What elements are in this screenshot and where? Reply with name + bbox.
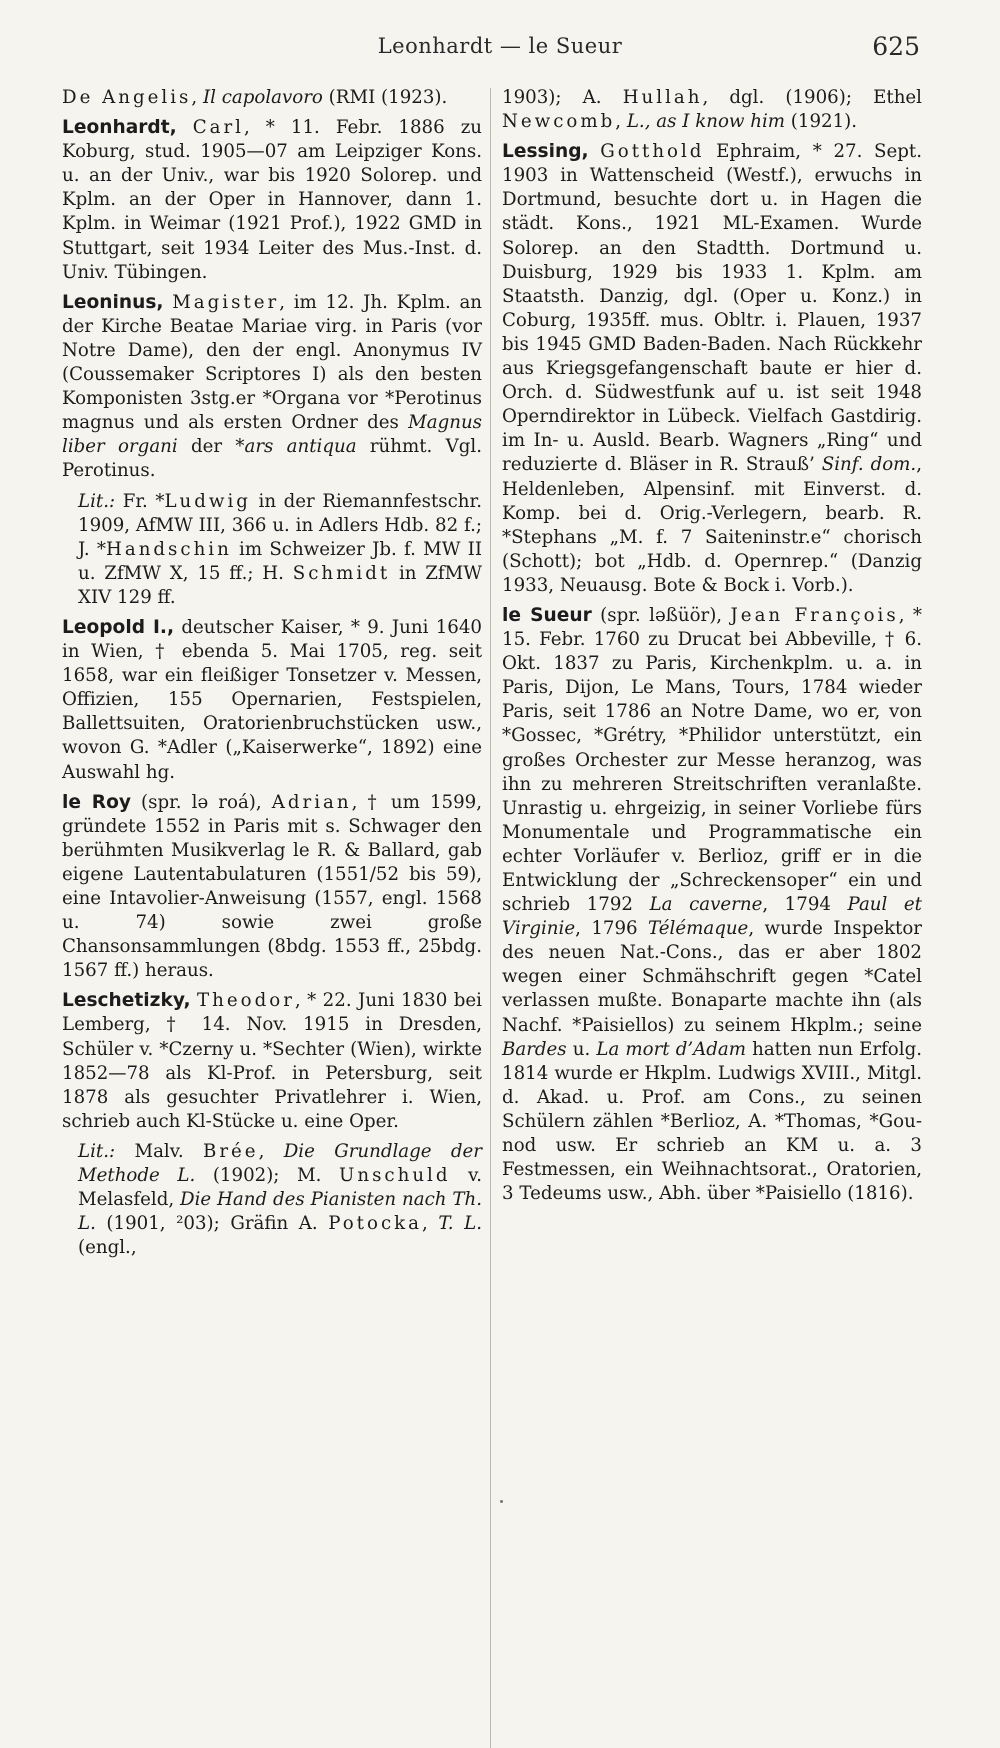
entry-text: v. Melasfeld, [78, 1165, 482, 1211]
entry-text: in der Riemannfestschr. 1909, AfMW III, 366 u. in Adlers Hdb. 82 f.; J. * [78, 490, 482, 560]
italic-title: Die Hand des Pianisten nach Th. L. [78, 1189, 482, 1235]
spaced-name: Gotthold [600, 141, 705, 163]
italic-title: La mort d’Adam [596, 1038, 746, 1060]
entry-text: , † um 1599, gründete 1552 in Paris mit s. Schwager den berühmten Musikverlag le R. & Ballard, gab eigene Lautentabulaturen (1551/52 bis 59), eine Intavolier-Anweisung (1557, engl. 1568 u. 74) sowie zwei große Chansonsammlungen (8bdg. 1553 ff., 25bdg. 1567 ff.) heraus. [62, 791, 483, 982]
italic-title: Télémaque [648, 918, 749, 940]
entry-text: (1901, ²03); Gräfin A. [95, 1213, 329, 1235]
left-column [62, 86, 482, 1266]
entry-text: 1903); A. [502, 87, 623, 108]
italic-title: Il capolavoro [202, 87, 323, 108]
literature-note [62, 1140, 482, 1260]
italic-title: Lit.: [78, 490, 116, 512]
entry-paragraph [62, 116, 482, 285]
entry-text: u. [566, 1038, 597, 1060]
italic-title: ars antiqua [244, 436, 357, 458]
entry-text: , [422, 1213, 439, 1235]
italic-title: T. L. [438, 1213, 482, 1235]
entry-text: , dgl. (1906); Ethel [702, 87, 922, 108]
page-number: 625 [872, 32, 920, 61]
spaced-name: Hullah [622, 87, 703, 108]
entry-text: , * 11. Febr. 1886 zu Koburg, stud. 1905—07 am Leipziger Kons. u. an der Univ., war bis 1920 Solorep. und Kplm. an der Oper in Hannover, dann 1. Kplm. in Weimar (1921 Prof.), 1922 GMD in Stuttgart, seit 1934 Leiter des Mus.-Inst. d. Univ. Tübingen. [62, 117, 482, 283]
entry-text: deutscher Kaiser, * 9. Juni 1640 in Wien, † ebenda 5. Mai 1705, reg. seit 1658, war ein fleißiger Tonsetzer v. Messen, Offizien, 155 Opernarien, Festspielen, Ballettsuiten, Oratorienbruchstücken usw., wovon G. *Adler („Kaiserwerke“, 1892) eine Auswahl hg. [62, 616, 482, 783]
spaced-name: Schmidt [292, 562, 391, 584]
spaced-name: Unschuld [339, 1165, 451, 1187]
entry-text: im Schweizer Jb. f. MW II u. ZfMW X, 15 ff.; H. [78, 538, 482, 584]
entry-text [589, 141, 601, 162]
spaced-name: Brée [202, 1140, 259, 1162]
italic-title: Die Grundlage der Methode L. [78, 1140, 482, 1187]
literature-note [62, 490, 482, 610]
entry-text: (spr. lə roá), [130, 791, 272, 813]
italic-title: Bardes [502, 1038, 567, 1060]
entry-paragraph [62, 791, 482, 984]
entry-headword: le Sueur [502, 604, 592, 626]
entry-text: , im 12. Jh. Kplm. an der Kirche Beatae Mariae virg. in Paris (vor Notre Dame), den der engl. Anonymus IV (Coussemaker Scriptores I) als den besten Komponisten 3stg.er *Organa vor *Perotinus magnus und als ersten Ordner des [62, 291, 482, 434]
ink-speck [500, 1500, 503, 1503]
entry-text: hatten nun Erfolg. 1814 wurde er Hkplm. Ludwigs XVIII., Mitgl. d. Akad. u. Prof. am Cons., zu seinen Schülern zählen *Berlioz, A. *Thomas, *Gounod usw. Er schrieb an KM u. a. 3 Festmessen, ein Weihnachtsorat., Oratorien, 3 Tedeums usw., Abh. über *Paisiello (1816). [502, 1038, 922, 1205]
entry-text: , [191, 87, 203, 108]
entry-paragraph [62, 86, 482, 110]
italic-title: Magnus liber organi [62, 412, 482, 458]
entry-text [163, 292, 172, 313]
entry-text: (1921). [785, 111, 858, 133]
entry-text: Fr. * [115, 490, 165, 512]
spaced-name: Magister [172, 291, 280, 313]
entry-text: Ephraim, * 27. Sept. 1903 in Wattenscheid (Westf.), erwuchs in Dortmund, besuchte dort u. in Hagen die städt. Kons., 1921 ML-Examen. Wurde Solorep. an den Stadtth. Dortmund u. Duisburg, 1929 bis 1933 1. Kplm. am Staatsth. Danzig, dgl. (Oper u. Konz.) in Coburg, 1935ff. mus. Obltr. i. Plauen, 1937 bis 1945 GMD Baden-Baden. Nach Rückkehr aus Kriegsgefangenschaft baute er hier d. Orch. d. Südwestfunk auf u. ist seit 1948 Operndirektor in Lübeck. Vielfach Gastdirig. im In- u. Ausld. Bearb. Wagners „Ring“ und reduzierte d. Bläser in R. Strauß’ [502, 141, 922, 476]
right-column [502, 86, 922, 1212]
spaced-name: Handschin [105, 538, 232, 560]
entry-text: , 1794 [762, 894, 848, 916]
spaced-name: Adrian [271, 791, 352, 813]
entry-text: , wurde Inspektor des neuen Nat.-Cons., das er aber 1802 wegen einer Schmähschrift gegen *Catel verlassen mußte. Bonaparte machte ihn (als Nachf. *Paisiellos) zu seinem Hkplm.; seine [502, 918, 922, 1036]
entry-text: , [258, 1140, 284, 1162]
spaced-name: Ludwig [164, 490, 251, 512]
entry-text: rühmt. Vgl. Perotinus. [62, 436, 482, 482]
entry-text [177, 117, 193, 138]
italic-title: Paul et Virginie [502, 894, 922, 940]
page-header [0, 32, 1000, 64]
entry-paragraph [62, 989, 482, 1134]
entry-text: (spr. ləßüör), [591, 604, 731, 626]
entry-text: , 1796 [575, 918, 649, 940]
spaced-name: De Angelis [62, 87, 192, 108]
entry-text: (engl., [78, 1237, 137, 1259]
entry-headword: Lessing, [502, 141, 589, 163]
italic-title: Sinf. dom. [821, 454, 917, 476]
entry-text: (RMI (1923). [322, 87, 448, 108]
entry-text: , [615, 111, 627, 133]
spaced-name: Jean François [730, 604, 899, 626]
entry-text: , Heldenleben, Alpensinf. mit Einverst. d. Komp. bei d. Orig.-Verlegern, bearb. R. *Stephans „M. f. 7 Saiteninstr.e“ chorisch (Schott); bot „Hdb. d. Opernrep.“ (Danzig 1933, Neuausg. Bote & Bock i. Vorb.). [502, 454, 922, 596]
entry-text: Malv. [115, 1140, 203, 1162]
spaced-name: Potocka [328, 1213, 422, 1235]
entry-paragraph [502, 86, 922, 134]
entry-paragraph [502, 604, 922, 1206]
entry-headword: Leopold I., [62, 616, 175, 638]
entry-headword: Leonhardt, [62, 117, 177, 139]
entry-text: (1902); M. [195, 1165, 340, 1187]
italic-title: Lit.: [78, 1140, 116, 1162]
running-head: Leonhardt — le Sueur [377, 34, 623, 58]
entry-paragraph [502, 140, 922, 598]
entry-headword: le Roy [62, 791, 131, 813]
entry-headword: Leoninus, [62, 291, 164, 313]
entry-headword: Leschetizky, [62, 990, 191, 1012]
spaced-name: Carl [192, 117, 244, 139]
italic-title: L., as I know him [626, 111, 786, 133]
column-divider [490, 88, 491, 1748]
spaced-name: Theodor [197, 990, 295, 1012]
entry-paragraph [62, 291, 482, 484]
italic-title: La caverne [649, 894, 763, 916]
spaced-name: Newcomb [502, 111, 616, 133]
entry-paragraph [62, 616, 482, 785]
entry-text: der * [177, 436, 245, 458]
entry-text: , * 15. Febr. 1760 zu Drucat bei Abbeville, † 6. Okt. 1837 zu Paris, Kirchenkplm. u. a. in Paris, Dijon, Le Mans, Tours, 1784 wieder Paris, seit 1786 an Notre Dame, wo er, von *Gossec, *Grétry, *Philidor unterstützt, ein großes Orchester zur Messe heranzog, was ihn zu mehreren Streitschriften veranlaßte. Unrastig u. ehrgeizig, in seiner Vorliebe fürs Monumentale und Programmatische ein echter Vorläufer v. Berlioz, griff er in die Entwicklung der „Schreckensoper“ ein und schrieb 1792 [502, 604, 922, 916]
entry-text: , * 22. Juni 1830 bei Lemberg, † 14. Nov. 1915 in Dresden, Schüler v. *Czerny u. *Sechter (Wien), wirkte 1852—78 als Kl-Prof. in Petersburg, seit 1878 als gesuchter Privatlehrer i. Wien, schrieb auch Kl-Stücke u. eine Oper. [62, 990, 482, 1132]
entry-text: in ZfMW XIV 129 ff. [78, 562, 482, 608]
